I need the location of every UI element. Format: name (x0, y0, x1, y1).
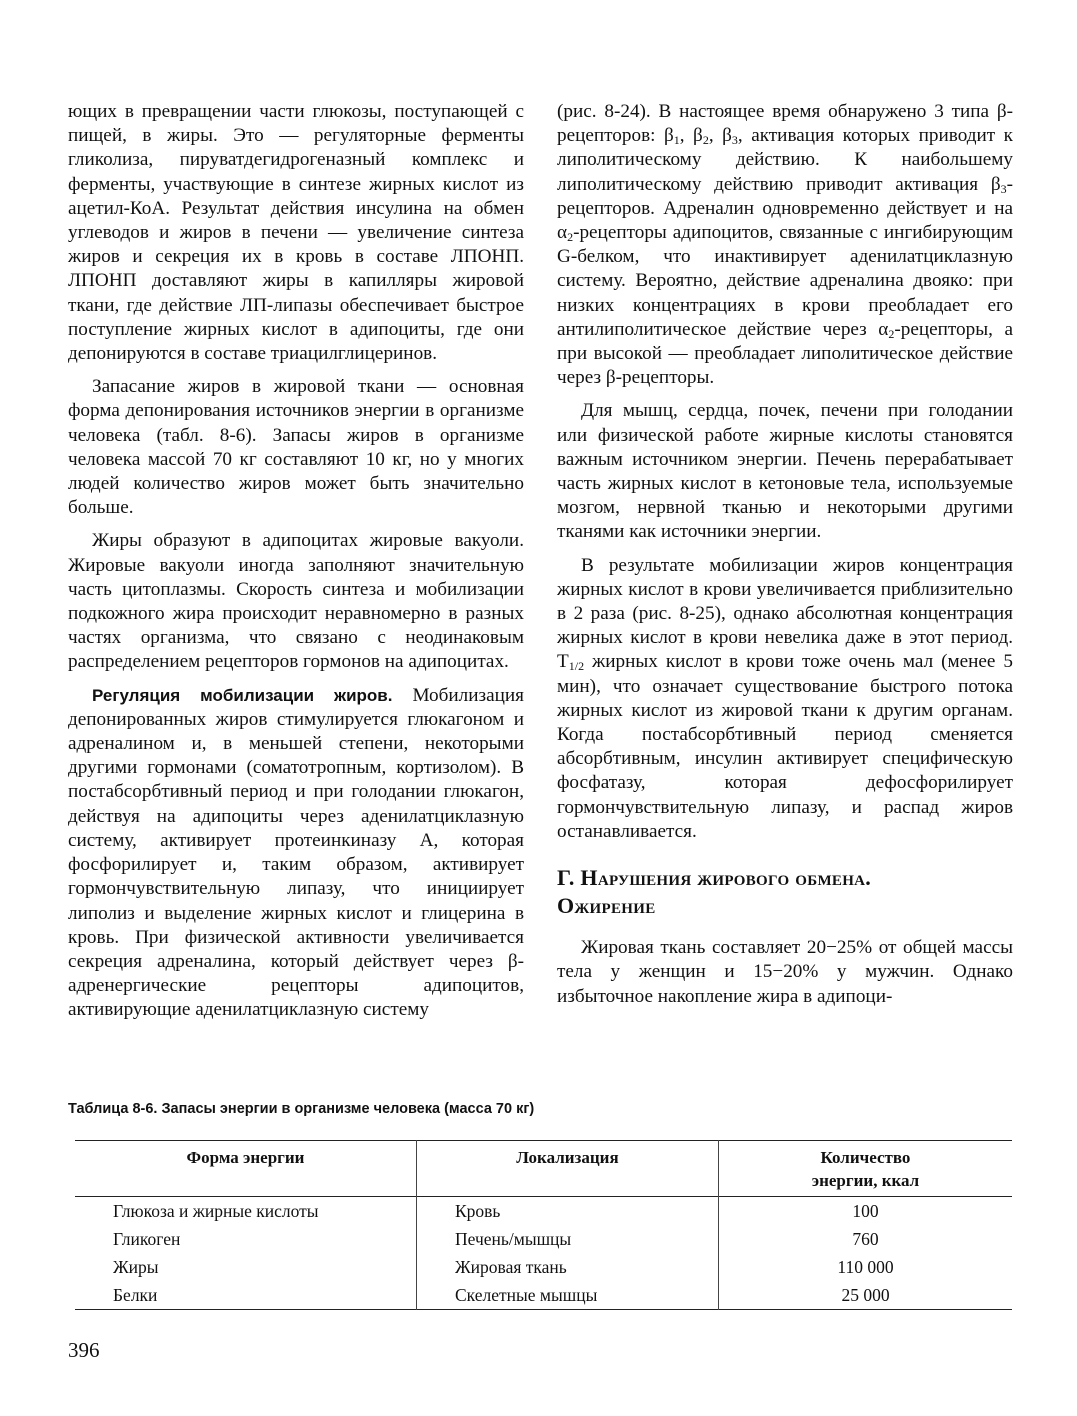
text-run: , β (708, 125, 732, 147)
paragraph: ющих в превращении части глюкозы, поступающей с пищей, в жиры. Это — регуляторные ферменты гликолиза, пируватдегидрогеназный комплекс и ферменты, участвующие в синтезе жирных кислот из ацетил-КоА. Результат действия инсулина на обмен углеводов и жиров в печени — увеличение синтеза жиров и секреция их в кровь в составе ЛПОНП. ЛПОНП доставляют жиры в капилляры жировой ткани, где действие ЛП-липазы обеспечивает быстрое поступление жирных кислот в адипоциты, где они депонируются в составе триацилглицеринов. (68, 101, 524, 365)
table-cell: 110 000 (719, 1253, 1013, 1281)
column-header: Локализация (417, 1141, 719, 1197)
table-cell: Глюкоза и жирные кислоты (113, 1201, 319, 1221)
energy-reserves-table (75, 1140, 1012, 1310)
text-run: -рецепторы адипоцитов, связанные с ингибирующим G-белком, что инактивирует аденилатциклазную систему. Вероятно, действие адреналина двояко: при низких концентрациях в крови преобладает его антилиполитическое действие через α (557, 222, 1013, 340)
text-run: -рецепторов. Адреналин одновременно действует и на α (557, 173, 1013, 244)
paragraph: Для мышц, сердца, почек, печени при голодании или физической работе жирные кислоты становятся важным источником энергии. Печень перерабатывает часть жирных кислот в кетоновые тела, используемые мозгом, нервной тканью и некоторыми другими тканями как источники энергии. (557, 400, 1013, 543)
table-row (75, 1281, 1012, 1310)
paragraph (68, 684, 524, 1023)
table-cell: Гликоген (113, 1229, 181, 1249)
text-run: жирных кислот в крови тоже очень мал (менее 5 мин), что означает существование быстрого потока жирных кислот из жировой ткани к другим органам. Когда постабсорбтивный период сменяется абсорбтивным, инсулин активирует специфическую фосфатазу, которая дефосфорилирует гормончувствительную липазу, и распад жиров останавливается. (557, 651, 1013, 842)
subscript: 3 (731, 133, 738, 148)
page-number: 396 (68, 1338, 100, 1362)
paragraph: Жиры образуют в адипоцитах жировые вакуоли. Жировые вакуоли иногда заполняют значительную часть цитоплазмы. Скорость синтеза и мобилизации подкожного жира происходит неравномерно в разных частях организма, что связано с неодинаковым распределением рецепторов гормонов на адипоцитах. (68, 530, 524, 673)
column-header: Форма энергии (186, 1148, 305, 1167)
table-cell: 100 (719, 1197, 1013, 1226)
column-header (719, 1141, 1013, 1197)
column-header-line: Количество (820, 1148, 911, 1167)
section-title-line: Ожирение (557, 893, 656, 919)
subscript: 1/2 (568, 659, 585, 674)
text-run: В результате мобилизации жиров концентрация жирных кислот в крови увеличивается приблизительно в 2 раза (рис. 8-25), однако абсолютная концентрация жирных кислот в крови невелика даже в этот период. T (557, 554, 1013, 673)
paragraph (557, 100, 1013, 390)
subscript: 2 (888, 326, 895, 341)
column-header-line: энергии, ккал (811, 1171, 920, 1190)
table-cell: Скелетные мышцы (417, 1281, 719, 1310)
paragraph: Жировая ткань составляет 20−25% от общей массы тела у женщин и 15−20% у мужчин. Однако избыточное накопление жира в адипоци- (557, 937, 1013, 1007)
table-cell: 25 000 (719, 1281, 1013, 1310)
table-cell: Кровь (417, 1197, 719, 1226)
run-in-heading: Регуляция мобилизации жиров. (92, 685, 393, 705)
table-caption: Таблица 8-6. Запасы энергии в организме человека (масса 70 кг) (68, 1101, 535, 1117)
table-cell: Жировая ткань (417, 1253, 719, 1281)
text-run: -рецепторы, а при высокой — преобладает липолитическое действие через β-рецепторы. (557, 318, 1013, 389)
section-title-line: Г. Нарушения жирового обмена. (557, 865, 872, 891)
table-row (75, 1225, 1012, 1253)
right-column (557, 100, 1013, 1018)
text-run: , активация которых приводит к липолитическому действию. К наибольшему липолитическому действию приводит активация β (557, 125, 1014, 195)
left-column (68, 100, 524, 1032)
text-run: (рис. 8-24). В настоящее время обнаружено 3 типа β-рецепторов: β (557, 101, 1013, 147)
paragraph: Запасание жиров в жировой ткани — основная форма депонирования источников энергии в организме человека (табл. 8-6). Запасы жиров в организме человека массой 70 кг составляют 10 кг, но у многих людей количество жиров может быть значительно больше. (68, 376, 524, 519)
subscript: 1 (673, 133, 680, 148)
subscript: 3 (1000, 181, 1007, 196)
section-title (557, 864, 1013, 920)
table-cell: Печень/мышцы (417, 1225, 719, 1253)
table-cell: Жиры (113, 1257, 159, 1277)
paragraph-text: Мобилизация депонированных жиров стимулируется глюкагоном и адреналином и, в меньшей степени, некоторыми другими гормонами (соматотропным, кортизолом). В постабсорбтивный период и при голодании глюкагон, действуя на адипоциты через аденилатциклазную систему, активирует протеинкиназу А, которая фосфорилирует и, таким образом, активирует гормончувствительную липазу, что инициирует липолиз и выделение жирных кислот и глицерина в кровь. При физической активности увеличивается секреция адреналина, который действует через β-адренергические рецепторы адипоцитов, активирующие аденилатциклазную систему (68, 684, 524, 1021)
paragraph (557, 554, 1013, 844)
table-header-row (75, 1141, 1012, 1197)
table-row (75, 1253, 1012, 1281)
subscript: 2 (702, 133, 709, 148)
table-row (75, 1197, 1012, 1226)
table-cell: 760 (719, 1225, 1013, 1253)
subscript: 2 (567, 230, 574, 245)
table-cell: Белки (113, 1285, 158, 1305)
text-run: , β (679, 125, 703, 147)
